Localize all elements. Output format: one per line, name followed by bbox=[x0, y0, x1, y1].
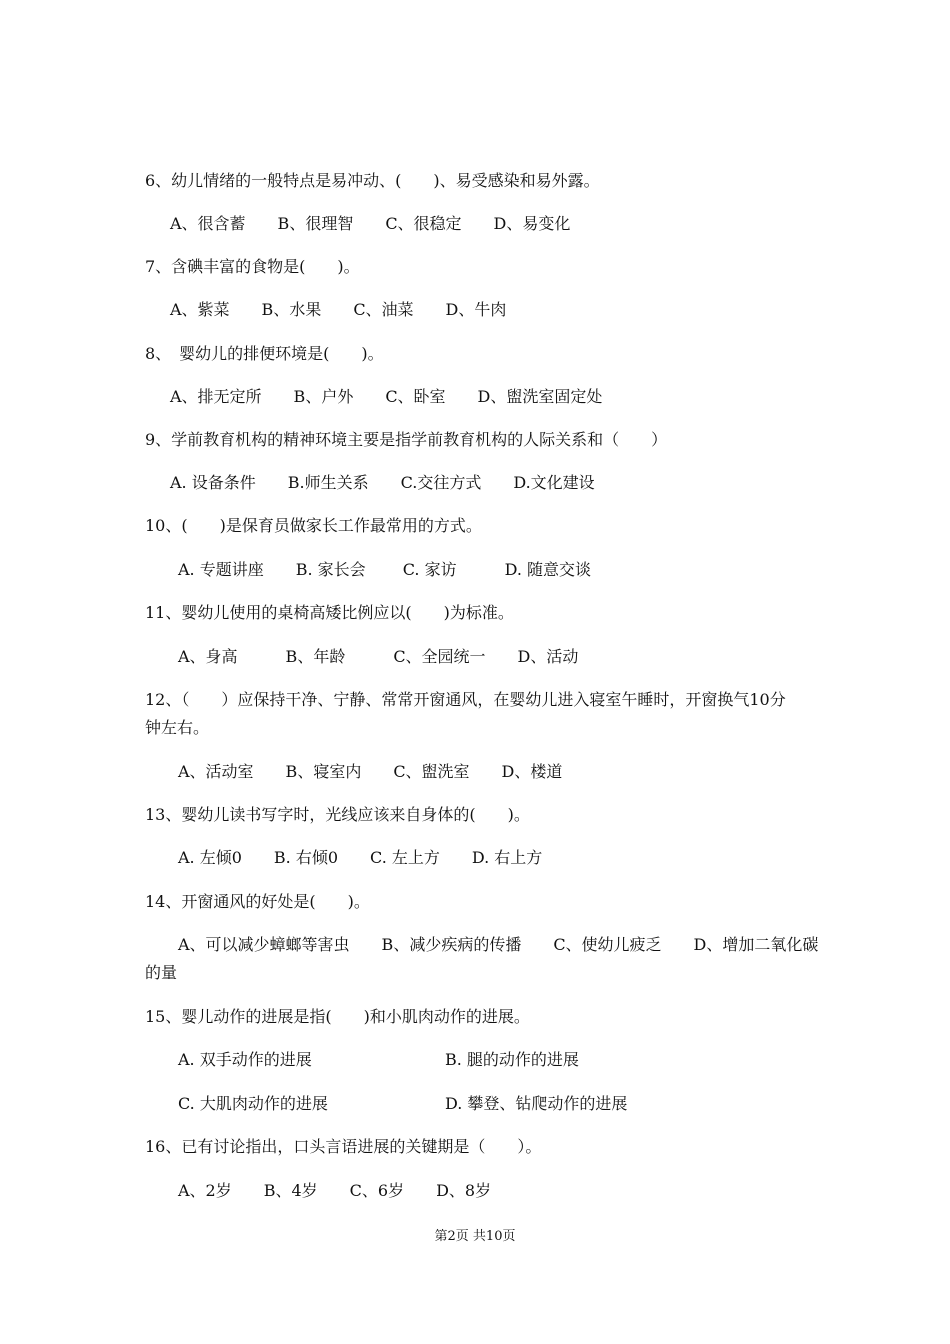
question-7-stem: 7、含碘丰富的食物是( )。 bbox=[145, 257, 360, 276]
question-10-stem: 10、( )是保育员做家长工作最常用的方式。 bbox=[145, 516, 482, 535]
question-6-stem: 6、幼儿情绪的一般特点是易冲动、( )、易受感染和易外露。 bbox=[145, 171, 600, 190]
question-8-options: A、排无定所 B、户外 C、卧室 D、盥洗室固定处 bbox=[170, 387, 603, 406]
question-15-stem: 15、婴儿动作的进展是指( )和小肌肉动作的进展。 bbox=[145, 1007, 530, 1026]
question-13-options: A. 左倾0 B. 右倾0 C. 左上方 D. 右上方 bbox=[178, 848, 543, 867]
question-11-stem: 11、婴幼儿使用的桌椅高矮比例应以( )为标准。 bbox=[145, 603, 514, 622]
question-15-option-c: C. 大肌肉动作的进展 bbox=[178, 1094, 328, 1113]
question-16-options: A、2岁 B、4岁 C、6岁 D、8岁 bbox=[178, 1181, 492, 1200]
question-10-options: A. 专题讲座 B. 家长会 C. 家访 D. 随意交谈 bbox=[178, 560, 592, 579]
page-footer: 第2页 共10页 bbox=[434, 1229, 516, 1244]
question-15-option-d: D. 攀登、钻爬动作的进展 bbox=[445, 1094, 628, 1113]
question-8-stem: 8、 婴幼儿的排便环境是( )。 bbox=[145, 344, 384, 363]
question-12-stem-line1: 12、（ ）应保持干净、宁静、常常开窗通风，在婴幼儿进入寝室午睡时，开窗换气10分 bbox=[145, 690, 786, 709]
question-12-stem-line2: 钟左右。 bbox=[145, 718, 210, 737]
question-11-options: A、身高 B、年龄 C、全园统一 D、活动 bbox=[178, 647, 579, 666]
question-9-stem: 9、学前教育机构的精神环境主要是指学前教育机构的人际关系和（ ） bbox=[145, 430, 668, 449]
question-14-options-line2: 的量 bbox=[145, 963, 178, 982]
question-15-option-a: A. 双手动作的进展 bbox=[178, 1050, 312, 1069]
question-6-options: A、很含蓄 B、很理智 C、很稳定 D、易变化 bbox=[170, 214, 571, 233]
question-9-options: A. 设备条件 B.师生关系 C.交往方式 D.文化建设 bbox=[170, 473, 595, 492]
question-12-options: A、活动室 B、寝室内 C、盥洗室 D、楼道 bbox=[178, 762, 563, 781]
question-14-stem: 14、开窗通风的好处是( )。 bbox=[145, 892, 370, 911]
question-7-options: A、紫菜 B、水果 C、油菜 D、牛肉 bbox=[170, 300, 507, 319]
question-15-option-b: B. 腿的动作的进展 bbox=[445, 1050, 579, 1069]
question-13-stem: 13、婴幼儿读书写字时，光线应该来自身体的( )。 bbox=[145, 805, 530, 824]
question-16-stem: 16、已有讨论指出，口头言语进展的关键期是（ ）。 bbox=[145, 1137, 542, 1156]
question-14-options-line1: A、可以减少蟑螂等害虫 B、减少疾病的传播 C、使幼儿疲乏 D、增加二氧化碳 bbox=[178, 935, 819, 954]
